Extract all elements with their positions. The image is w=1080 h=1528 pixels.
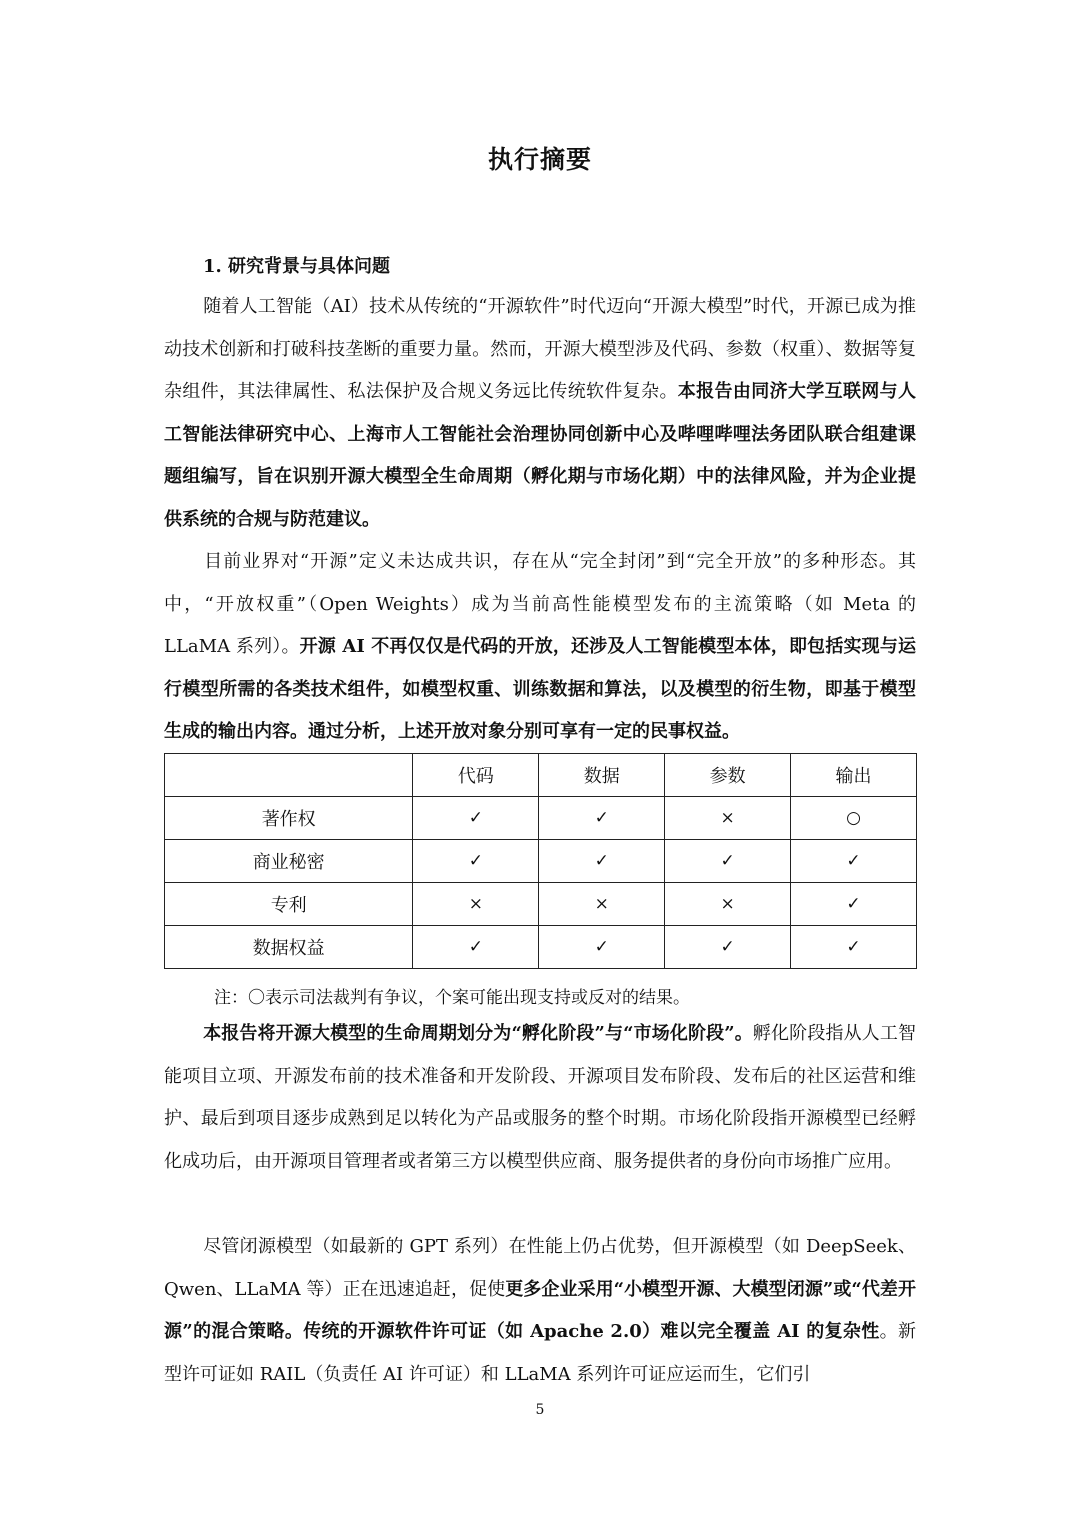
page-number: 5: [535, 1402, 545, 1418]
table-corner-cell: [165, 754, 413, 797]
column-header: 数据: [539, 754, 665, 797]
table-cell: ✓: [413, 926, 539, 969]
paragraph-bold-text: 更多企业采用“小模型开源、大模型闭源”或“代差开源”的混合策略。传统的开源软件许可证（如 Apache 2.0）难以完全覆盖 AI 的复杂性: [164, 1278, 916, 1343]
table-cell: ✓: [791, 926, 917, 969]
row-label: 商业秘密: [165, 840, 413, 883]
table-note: 注：〇表示司法裁判有争议，个案可能出现支持或反对的结果。: [214, 988, 690, 1008]
paragraph-text: 目前业界对“开源”定义未达成共识，存在从“完全封闭”到“完全开放”的多种形态。其中，“开放权重”（Open Weights）成为当前高性能模型发布的主流策略（如 Meta 的 LLaMA 系列）。: [164, 551, 916, 658]
paragraph-text: 。新型许可证如 RAIL（负责任 AI 许可证）和 LLaMA 系列许可证应运而生，它们引: [164, 1321, 916, 1385]
paragraph-bold-text: 开源 AI 不再仅仅是代码的开放，还涉及人工智能模型本体，即包括实现与运行模型所需的各类技术组件，如模型权重、训练数据和算法，以及模型的衍生物，即基于模型生成的输出内容。通过分析，上述开放对象分别可享有一定的民事权益。: [164, 636, 916, 743]
table-cell: ✓: [665, 926, 791, 969]
section-heading: 1. 研究背景与具体问题: [203, 256, 391, 277]
paragraph-text: 随着人工智能（AI）技术从传统的“开源软件”时代迈向“开源大模型”时代，开源已成为推动技术创新和打破科技垄断的重要力量。然而，开源大模型涉及代码、参数（权重）、数据等复杂组件，其法律属性、私法保护及合规义务远比传统软件复杂。: [164, 296, 916, 403]
table-row: [165, 883, 917, 926]
column-header: 代码: [413, 754, 539, 797]
table-cell: ✓: [539, 926, 665, 969]
table-row: [165, 926, 917, 969]
table-cell: ×: [665, 797, 791, 840]
paragraph-licensing: [164, 1226, 916, 1396]
rights-table: [164, 753, 917, 969]
table-cell: ×: [539, 883, 665, 926]
row-label: 专利: [165, 883, 413, 926]
paragraph-open-source-definition: [164, 541, 916, 754]
table-cell: ✓: [791, 840, 917, 883]
table-row: [165, 797, 917, 840]
table-row: [165, 840, 917, 883]
table-cell: ○: [791, 797, 917, 840]
table-cell: ✓: [413, 840, 539, 883]
paragraph-bold-text: 本报告将开源大模型的生命周期划分为“孵化阶段”与“市场化阶段”。: [203, 1023, 753, 1044]
paragraph-text: 孵化阶段指从人工智能项目立项、开源发布前的技术准备和开发阶段、开源项目发布阶段、发布后的社区运营和维护、最后到项目逐步成熟到足以转化为产品或服务的整个时期。市场化阶段指开源模型已经孵化成功后，由开源项目管理者或者第三方以模型供应商、服务提供者的身份向市场推广应用。: [164, 1023, 916, 1172]
table-cell: ✓: [539, 840, 665, 883]
column-header: 输出: [791, 754, 917, 797]
paragraph-lifecycle: [164, 1013, 916, 1183]
table-cell: ✓: [665, 840, 791, 883]
page-title: 执行摘要: [487, 145, 592, 174]
paragraph-text: 尽管闭源模型（如最新的 GPT 系列）在性能上仍占优势，但开源模型（如 DeepSeek、Qwen、LLaMA 等）正在迅速追赶，促使: [164, 1236, 916, 1300]
table-cell: ×: [665, 883, 791, 926]
table-header-row: [165, 754, 917, 797]
table-cell: ×: [413, 883, 539, 926]
table-cell: ✓: [791, 883, 917, 926]
paragraph-background: [164, 286, 916, 542]
row-label: 著作权: [165, 797, 413, 840]
paragraph-bold-text: 本报告由同济大学互联网与人工智能法律研究中心、上海市人工智能社会治理协同创新中心及哔哩哔哩法务团队联合组建课题组编写，旨在识别开源大模型全生命周期（孵化期与市场化期）中的法律风险，并为企业提供系统的合规与防范建议。: [164, 381, 916, 530]
column-header: 参数: [665, 754, 791, 797]
table-cell: ✓: [413, 797, 539, 840]
row-label: 数据权益: [165, 926, 413, 969]
table-cell: ✓: [539, 797, 665, 840]
